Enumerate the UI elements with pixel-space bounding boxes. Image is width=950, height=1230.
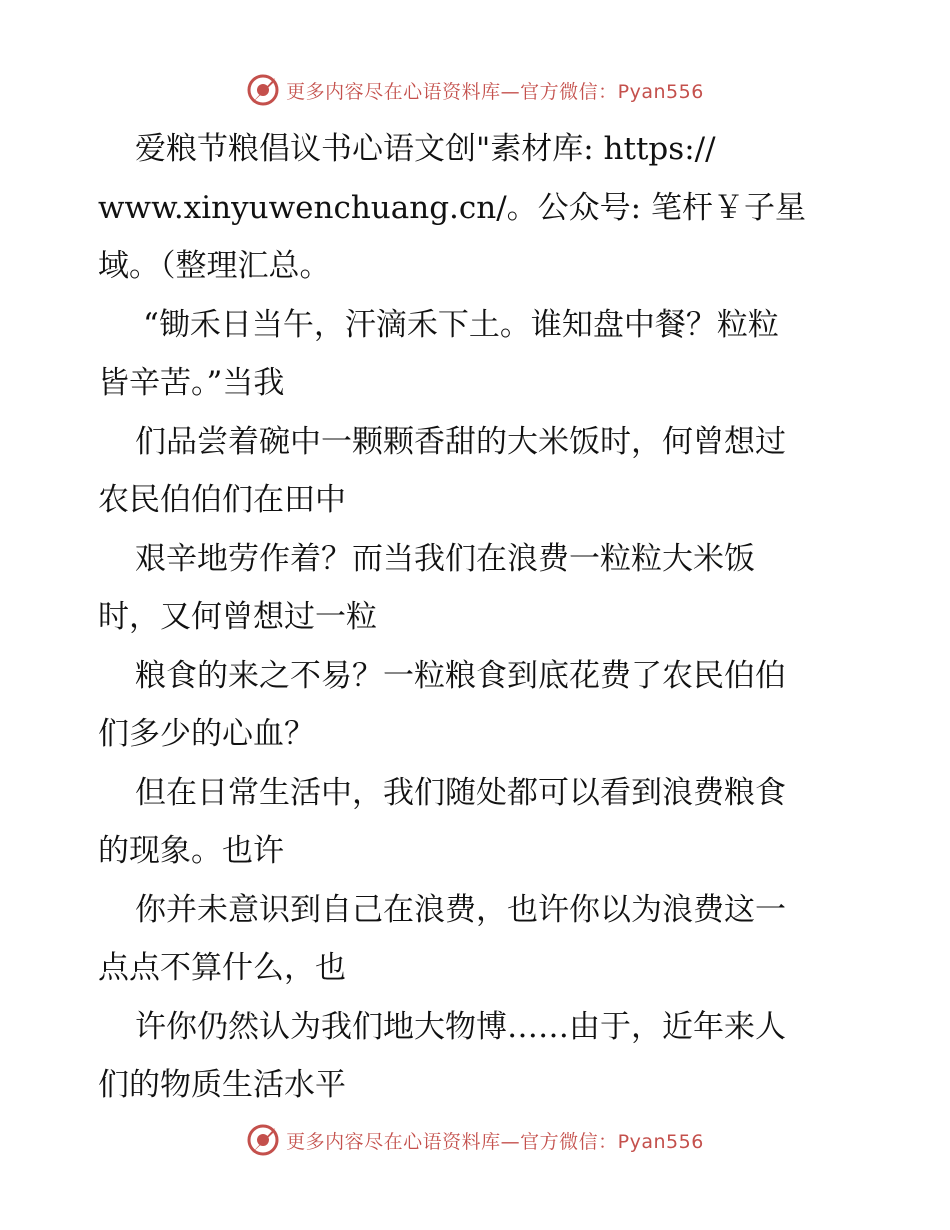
text-line: 的现象。也许 bbox=[98, 833, 284, 869]
quill-seal-icon bbox=[246, 73, 280, 107]
text-line: 但在日常生活中，我们随处都可以看到浪费粮食 bbox=[135, 774, 786, 811]
text-line: 你并未意识到自己在浪费，也许你以为浪费这一 bbox=[135, 891, 786, 928]
text-line: 域。（整理汇总。 bbox=[98, 248, 331, 284]
text-line: 爱粮节粮倡议书心语文创"素材库: https:// bbox=[135, 131, 716, 167]
text-line: 们品尝着碗中一颗颗香甜的大米饭时，何曾想过 bbox=[135, 423, 786, 460]
header-banner-content bbox=[246, 73, 704, 107]
header-banner bbox=[0, 70, 950, 110]
text-line: 粮食的来之不易？一粒粮食到底花费了农民伯伯 bbox=[135, 657, 786, 694]
text-line: 们的物质生活水平 bbox=[98, 1067, 346, 1103]
footer-banner-text: 更多内容尽在心语资料库—官方微信：Pyan556 bbox=[286, 1130, 704, 1153]
text-line: 时，又何曾想过一粒 bbox=[98, 599, 377, 635]
text-line: 皆辛苦。”当我 bbox=[98, 365, 285, 401]
text-line: 点点不算什么，也 bbox=[98, 950, 346, 986]
quill-seal-icon bbox=[246, 1123, 280, 1157]
text-line: 艰辛地劳作着？而当我们在浪费一粒粒大米饭 bbox=[135, 540, 755, 577]
text-line: 农民伯伯们在田中 bbox=[98, 482, 346, 518]
text-line: www.xinyuwenchuang.cn/。公众号: 笔杆￥子星 bbox=[98, 189, 806, 226]
text-line: 许你仍然认为我们地大物博……由于，近年来人 bbox=[135, 1008, 786, 1045]
document-body bbox=[98, 120, 858, 1115]
footer-banner bbox=[0, 1120, 950, 1160]
text-line: 们多少的心血？ bbox=[98, 716, 315, 752]
footer-banner-content bbox=[246, 1123, 704, 1157]
header-banner-text: 更多内容尽在心语资料库—官方微信：Pyan556 bbox=[286, 80, 704, 103]
text-line: “锄禾日当午，汗滴禾下土。谁知盘中餐？粒粒 bbox=[143, 306, 779, 343]
